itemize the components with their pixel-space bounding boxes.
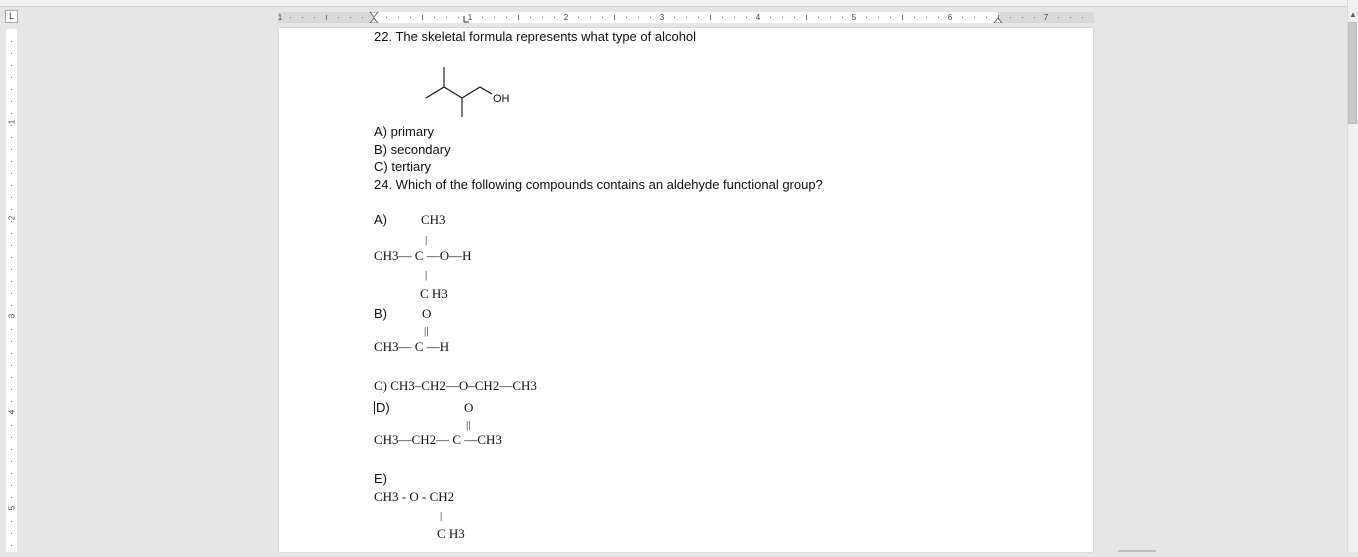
ruler-tick: [650, 17, 651, 18]
ruler-tick: [11, 113, 12, 114]
option-24-d-label: [374, 400, 390, 415]
option-24-d-label-text: D): [376, 400, 390, 415]
ruler-tick: [710, 15, 711, 20]
ruler-tick: [554, 17, 555, 18]
option-24-b-oxygen: O: [422, 306, 432, 321]
ruler-tick: [458, 17, 459, 18]
ruler-tick: [11, 425, 12, 426]
hruler-num-3: 3: [659, 13, 665, 22]
option-24-b-main-chain: CH3— C —H: [374, 339, 450, 354]
ruler-tick: [11, 41, 12, 42]
ruler-tick: [302, 17, 303, 18]
vruler-num-4: 4: [7, 409, 17, 415]
ruler-tick: [386, 17, 387, 18]
ruler-tick: [974, 17, 975, 18]
ruler-tick: [11, 305, 12, 306]
ruler-tick: [674, 17, 675, 18]
hruler-num-7: 7: [1043, 13, 1049, 22]
ruler-tick: [11, 401, 12, 402]
window-top-strip: [0, 0, 1358, 7]
ruler-tick: [11, 329, 12, 330]
ruler-tick: [11, 173, 12, 174]
ruler-tick: [338, 17, 339, 18]
ruler-tick: [698, 17, 699, 18]
ruler-tick: [878, 17, 879, 18]
vruler-num-2: 2: [7, 215, 17, 221]
ruler-tick: [11, 209, 12, 210]
option-24-d-main-chain: CH3—CH2— C —CH3: [374, 432, 502, 447]
vertical-scrollbar-thumb[interactable]: [1348, 22, 1357, 124]
ruler-tick: [11, 521, 12, 522]
ruler-tick: [11, 461, 12, 462]
ruler-tick: [11, 389, 12, 390]
option-24-e-bottom-group: C H3: [437, 526, 465, 541]
option-22-a: A) primary: [374, 124, 434, 139]
option-24-b-label: B): [374, 306, 387, 321]
option-22-b: B) secondary: [374, 142, 451, 157]
ruler-tick: [746, 17, 747, 18]
option-24-d-double-bond: ||: [466, 419, 471, 431]
ruler-tick: [902, 15, 903, 20]
option-24-a-top-bond: |: [425, 234, 428, 246]
vertical-scrollbar[interactable]: [1347, 0, 1358, 552]
ruler-tick: [830, 17, 831, 18]
vertical-ruler-graphic: [6, 29, 17, 552]
ruler-tick: [11, 341, 12, 342]
option-22-c: C) tertiary: [374, 159, 432, 174]
ruler-tick: [794, 17, 795, 18]
ruler-tick: [326, 15, 327, 20]
ruler-tick: [11, 245, 12, 246]
ruler-tick: [1082, 17, 1083, 18]
option-24-a-label: A): [374, 212, 387, 227]
option-24-e-bond: |: [440, 510, 443, 522]
ruler-tick: [11, 89, 12, 90]
ruler-tick: [734, 17, 735, 18]
scroll-up-arrow-icon[interactable]: ▲: [1349, 10, 1357, 19]
ruler-tick: [11, 269, 12, 270]
ruler-tick: [350, 17, 351, 18]
option-24-a-bottom-group: C H3: [420, 286, 448, 301]
ruler-tick: [914, 17, 915, 18]
ruler-tick: [626, 17, 627, 18]
ruler-tick: [11, 485, 12, 486]
ruler-tick: [782, 17, 783, 18]
ruler-tick: [1070, 17, 1071, 18]
ruler-tick: [11, 149, 12, 150]
ruler-tick: [11, 197, 12, 198]
ruler-tick: [434, 17, 435, 18]
ruler-tick: [1058, 17, 1059, 18]
vruler-num-3: 3: [7, 313, 17, 319]
ruler-tick: [518, 15, 519, 20]
ruler-tick: [722, 17, 723, 18]
ruler-tick: [986, 17, 987, 18]
option-24-e-label: E): [374, 471, 387, 486]
ruler-tick: [11, 233, 12, 234]
question-24-prompt: 24. Which of the following compounds contains an aldehyde functional group?: [374, 177, 823, 192]
question-22-prompt: 22. The skeletal formula represents what type of alcohol: [374, 29, 697, 44]
ruler-tick: [11, 185, 12, 186]
ruler-tick: [11, 53, 12, 54]
ruler-tick: [11, 473, 12, 474]
ruler-tick: [770, 17, 771, 18]
ruler-tick: [11, 281, 12, 282]
hruler-num-2: 2: [563, 13, 569, 22]
bond-line: [480, 87, 492, 94]
bond-line: [444, 87, 462, 98]
ruler-tick: [11, 377, 12, 378]
option-24-c: C) CH3–CH2—O–CH2—CH3: [374, 378, 537, 393]
skeletal-formula-diagram: [420, 64, 520, 120]
horizontal-ruler-graphic: [278, 12, 1094, 23]
ruler-tick: [926, 17, 927, 18]
tab-selector-button[interactable]: L: [5, 10, 18, 23]
document-page[interactable]: [279, 28, 1093, 552]
ruler-tick: [446, 17, 447, 18]
bond-line: [462, 87, 480, 98]
hydroxyl-label: OH: [493, 93, 510, 105]
ruler-tick: [1022, 17, 1023, 18]
ruler-tick: [842, 17, 843, 18]
ruler-tick: [818, 17, 819, 18]
ruler-tick: [11, 293, 12, 294]
ruler-tick: [806, 15, 807, 20]
hruler-num-left: 1: [278, 13, 283, 22]
ruler-tick: [410, 17, 411, 18]
ruler-tick: [542, 17, 543, 18]
ruler-tick: [1010, 17, 1011, 18]
vruler-num-1: 1: [7, 119, 17, 125]
vertical-ruler[interactable]: [6, 29, 17, 552]
ruler-tick: [11, 77, 12, 78]
bond-line: [426, 87, 444, 98]
option-24-b-double-bond: ||: [424, 325, 429, 337]
ruler-tick: [530, 17, 531, 18]
ruler-tick: [638, 17, 639, 18]
ruler-tick: [11, 65, 12, 66]
ruler-tick: [290, 17, 291, 18]
option-24-a-main-chain: CH3— C —O—H: [374, 248, 472, 263]
option-24-a-top-group: CH3: [421, 212, 446, 227]
ruler-tick: [506, 17, 507, 18]
ruler-tick: [362, 17, 363, 18]
ruler-tick: [11, 353, 12, 354]
ruler-tick: [11, 137, 12, 138]
ruler-tick: [962, 17, 963, 18]
ruler-tick: [11, 365, 12, 366]
option-24-e-main-chain: CH3 - O - CH2: [374, 489, 455, 504]
ruler-tick: [11, 161, 12, 162]
ruler-tick: [1034, 17, 1035, 18]
vruler-num-5: 5: [7, 505, 17, 511]
ruler-tick: [890, 17, 891, 18]
ruler-tick: [686, 17, 687, 18]
ruler-tick: [11, 449, 12, 450]
ruler-tick: [482, 17, 483, 18]
option-24-d-oxygen: O: [464, 400, 474, 415]
ruler-tick: [11, 101, 12, 102]
ruler-tick: [602, 17, 603, 18]
ruler-tick: [11, 533, 12, 534]
ruler-tick: [398, 17, 399, 18]
ruler-tick: [11, 545, 12, 546]
hruler-num-4: 4: [755, 13, 761, 22]
option-24-a-bottom-bond: |: [425, 269, 428, 281]
ruler-tick: [11, 497, 12, 498]
hruler-num-5: 5: [851, 13, 857, 22]
hruler-num-6: 6: [947, 13, 953, 22]
ruler-tick: [11, 437, 12, 438]
ruler-tick: [494, 17, 495, 18]
ruler-tick: [314, 17, 315, 18]
text-cursor: [374, 401, 375, 414]
ruler-tick: [422, 15, 423, 20]
ruler-tick: [866, 17, 867, 18]
ruler-tick: [11, 257, 12, 258]
ruler-tick: [938, 17, 939, 18]
ruler-tick: [590, 17, 591, 18]
hruler-num-1: 1: [467, 13, 473, 22]
ruler-tick: [578, 17, 579, 18]
horizontal-ruler[interactable]: [278, 10, 1094, 21]
ruler-tick: [614, 15, 615, 20]
